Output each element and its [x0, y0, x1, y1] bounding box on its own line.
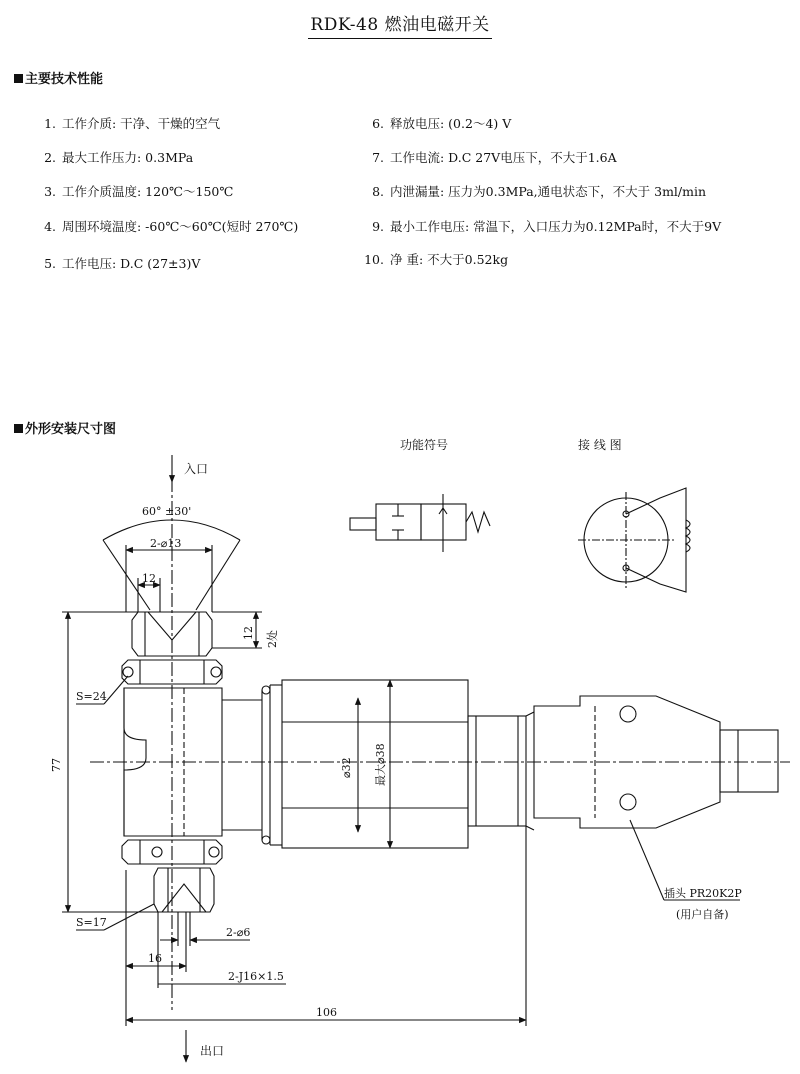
- plug-note: (用户自备): [676, 908, 729, 921]
- spec-text: 最小工作电压: 常温下，入口压力为0.12MPa时，不大于9V: [390, 219, 722, 234]
- dim-label-max38: 最大⌀38: [374, 743, 387, 786]
- dim-label-2phi13: 2-⌀13: [150, 537, 182, 550]
- plug-label: 插头 PR20K2P: [664, 887, 742, 900]
- section-specs-text: 主要技术性能: [25, 72, 104, 87]
- spec-num: 6.: [372, 116, 384, 131]
- dim-label-16: 16: [148, 952, 162, 965]
- spec-text: 净 重: 不大于0.52kg: [390, 252, 509, 267]
- threaded-connector: [468, 716, 526, 826]
- dim-label-s17: S=17: [76, 916, 107, 929]
- spec-text: 工作介质: 干净、干燥的空气: [62, 116, 221, 131]
- dim-label-phi32: ⌀32: [340, 757, 353, 778]
- spec-text: 周围环境温度: -60℃～60℃(短时 270℃): [62, 219, 299, 234]
- spec-text: 工作电压: D.C (27±3)V: [62, 256, 201, 271]
- spec-num: 1.: [44, 116, 56, 131]
- dim-label-77: 77: [50, 758, 63, 772]
- bottom-fitting: [154, 868, 214, 912]
- leader-plug: [630, 820, 664, 900]
- dim-label-2phi6: 2-⌀6: [226, 926, 251, 939]
- dim-label-s24: S=24: [76, 690, 107, 703]
- wiring-label: 接 线 图: [578, 438, 622, 452]
- cable: [720, 730, 778, 792]
- page-title-text: RDK-48 燃油电磁开关: [308, 15, 491, 39]
- spec-num: 5.: [44, 256, 56, 271]
- dim-label-12-side: 12: [242, 626, 255, 640]
- spec-num: 2.: [44, 150, 56, 165]
- spec-text: 最大工作压力: 0.3MPa: [62, 150, 194, 165]
- function-symbol-label: 功能符号: [400, 438, 449, 452]
- angle-label: 60° ±30': [142, 505, 192, 518]
- function-symbol-icon: [350, 494, 490, 552]
- wiring-diagram-icon: [578, 488, 690, 592]
- spec-num: 3.: [44, 184, 56, 199]
- spec-text: 释放电压: (0.2～4) V: [390, 116, 512, 131]
- spec-text: 内泄漏量: 压力为0.3MPa,通电状态下，不大于 3ml/min: [390, 184, 707, 199]
- outlet-label: 出口: [200, 1044, 225, 1058]
- section-dimensions-text: 外形安装尺寸图: [25, 422, 117, 437]
- dim-label-12-top: 12: [142, 572, 156, 585]
- leader-s17: [104, 904, 154, 930]
- dim-label-2places: 2处: [266, 630, 279, 648]
- spec-num: 4.: [44, 219, 56, 234]
- spec-num: 8.: [372, 184, 384, 199]
- dim-label-106: 106: [316, 1006, 337, 1019]
- spec-num: 10.: [364, 252, 384, 267]
- dim-label-thread: 2-J16×1.5: [228, 970, 284, 983]
- spec-text: 工作电流: D.C 27V电压下，不大于1.6A: [390, 150, 617, 165]
- inlet-label: 入口: [184, 462, 209, 476]
- spec-num: 7.: [372, 150, 384, 165]
- spec-text: 工作介质温度: 120℃～150℃: [62, 184, 234, 199]
- spec-num: 9.: [372, 219, 384, 234]
